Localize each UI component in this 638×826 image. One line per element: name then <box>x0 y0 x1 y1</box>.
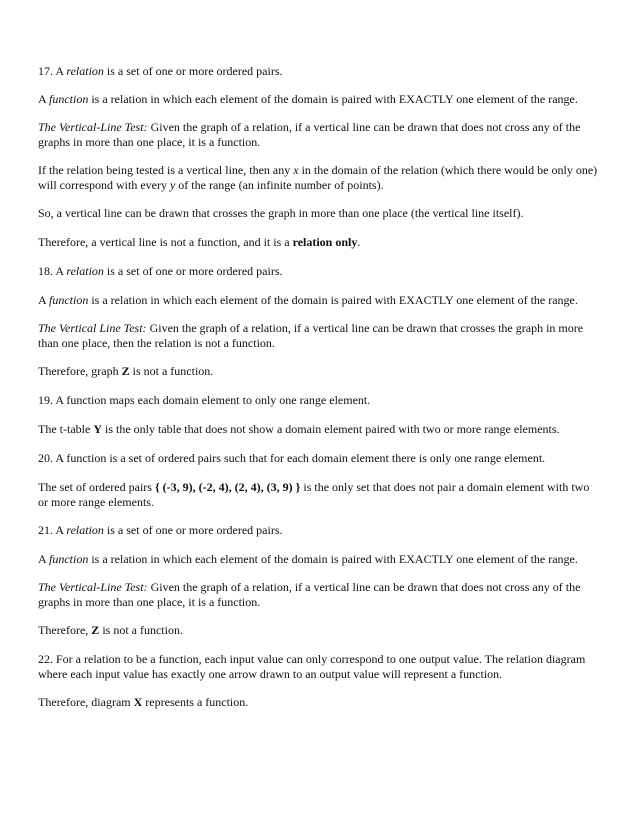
s17-function-definition <box>38 92 600 107</box>
s21-conclusion-a: Therefore, <box>38 623 92 637</box>
s17-conclusion-c: . <box>357 235 361 249</box>
s20-statement: 20. A function is a set of ordered pairs such that for each domain element there is only one range element. <box>38 451 546 465</box>
s18-relation-term: relation <box>66 264 104 278</box>
s21-vlt-text: Given the graph of a relation, if a vertical line can be drawn that does not cross any of the graphs in more than one place, it is a function. <box>38 580 581 609</box>
s21-function-definition <box>38 552 600 567</box>
s17-vlt-text: Given the graph of a relation, if a vertical line can be drawn that does not cross any of the graphs in more than one place, it is a function. <box>38 120 581 149</box>
s18-vertical-line-test <box>38 321 600 351</box>
s20-conclusion-a: The set of ordered pairs <box>38 480 155 494</box>
s17-crosses-statement: So, a vertical line can be drawn that crosses the graph in more than one place (the vertical line itself). <box>38 206 524 220</box>
s17-vlt-term: The Vertical-Line Test: <box>38 120 148 134</box>
s19-conclusion-a: The t-table <box>38 422 94 436</box>
s18-graph-label: Z <box>121 364 130 378</box>
s20-conclusion-c: is the only set that does not pair a domain element with two or more range elements. <box>38 480 590 509</box>
s17-number: 17. A <box>38 64 67 78</box>
s18-vlt-term: The Vertical Line Test: <box>38 321 147 335</box>
s18-conclusion-c: is not a function. <box>129 364 214 378</box>
s17-function-pre: A <box>38 92 50 106</box>
s19-conclusion <box>38 422 600 437</box>
s20-ordered-pairs: { (-3, 9), (-2, 4), (2, 4), (3, 9) } <box>154 480 301 494</box>
s18-function-definition <box>38 293 600 308</box>
s18-vlt-text: Given the graph of a relation, if a vertical line can be drawn that crosses the graph in more than one place, then the relation is not a function. <box>38 321 584 350</box>
s17-case-y: y <box>169 178 176 192</box>
s17-function-text: is a relation in which each element of the domain is paired with EXACTLY one element of the range. <box>88 92 578 106</box>
s21-conclusion <box>38 623 600 638</box>
s18-function-term: function <box>49 293 89 307</box>
s21-function-term: function <box>49 552 89 566</box>
s17-conclusion-a: Therefore, a vertical line is not a function, and it is a <box>38 235 293 249</box>
s18-number: 18. A <box>38 264 67 278</box>
s22-conclusion <box>38 695 600 710</box>
s17-relation-text: is a set of one or more ordered pairs. <box>103 64 283 78</box>
s19-table-label: Y <box>93 422 102 436</box>
s17-vertical-line-case <box>38 163 600 193</box>
s21-vertical-line-test <box>38 580 600 610</box>
s18-conclusion <box>38 364 600 379</box>
s17-case-c: of the range (an infinite number of points). <box>175 178 384 192</box>
s21-conclusion-c: is not a function. <box>99 623 183 637</box>
s17-conclusion <box>38 235 600 250</box>
s21-function-text: is a relation in which each element of the domain is paired with EXACTLY one element of the range. <box>88 552 578 566</box>
s21-graph-label: Z <box>91 623 100 637</box>
s21-vlt-term: The Vertical-Line Test: <box>38 580 148 594</box>
document-page <box>38 64 600 724</box>
s21-relation-text: is a set of one or more ordered pairs. <box>103 523 283 537</box>
s17-function-term: function <box>49 92 89 106</box>
s18-relation-text: is a set of one or more ordered pairs. <box>103 264 283 278</box>
s21-relation-term: relation <box>66 523 104 537</box>
s17-vertical-line-test <box>38 120 600 150</box>
s19-conclusion-c: is the only table that does not show a domain element paired with two or more range elements. <box>101 422 560 436</box>
s18-function-pre: A <box>38 293 50 307</box>
s21-function-pre: A <box>38 552 50 566</box>
s18-conclusion-a: Therefore, graph <box>38 364 122 378</box>
s17-relation-only: relation only <box>292 235 358 249</box>
s17-case-x: x <box>293 163 299 177</box>
s18-relation-definition <box>38 264 600 279</box>
s17-relation-definition <box>38 64 600 79</box>
s18-function-text: is a relation in which each element of the domain is paired with EXACTLY one element of the range. <box>88 293 578 307</box>
s22-statement: 22. For a relation to be a function, each input value can only correspond to one output value. The relation diagram where each input value has exactly one arrow drawn to an output value will represent a function. <box>38 652 586 681</box>
s22-conclusion-c: represents a function. <box>142 695 249 709</box>
s17-case-a: If the relation being tested is a vertical line, then any <box>38 163 294 177</box>
s19-statement: 19. A function maps each domain element to only one range element. <box>38 393 371 407</box>
s20-conclusion <box>38 480 600 510</box>
s22-diagram-label: X <box>133 695 143 709</box>
s17-relation-term: relation <box>66 64 104 78</box>
s22-conclusion-a: Therefore, diagram <box>38 695 134 709</box>
s21-number: 21. A <box>38 523 67 537</box>
s21-relation-definition <box>38 523 600 538</box>
s17-case-b: in the domain of the relation (which there would be only one) will correspond with every <box>38 163 598 192</box>
